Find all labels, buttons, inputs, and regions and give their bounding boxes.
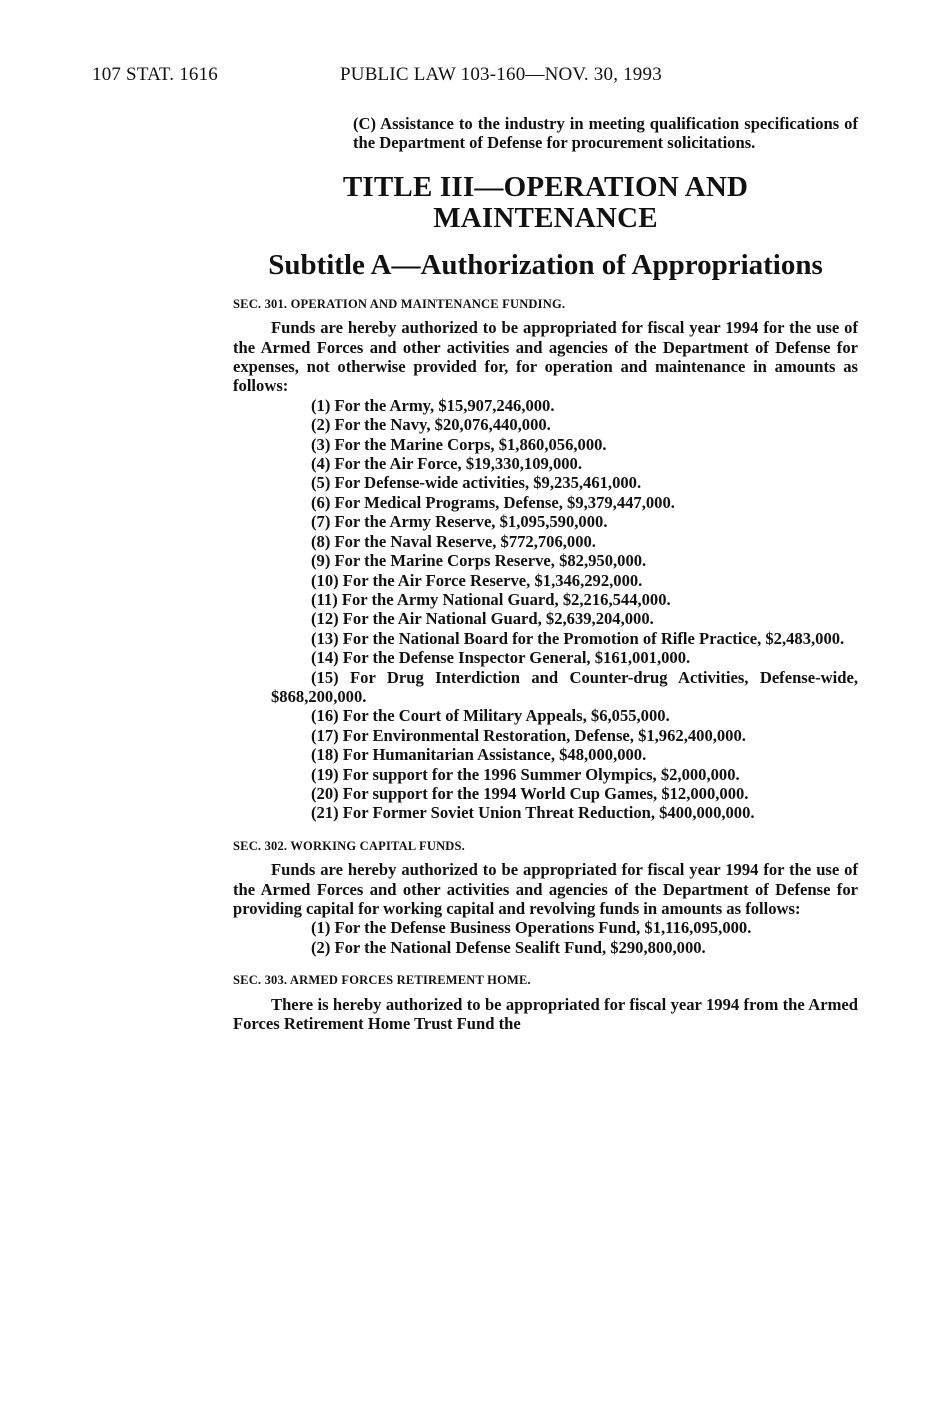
- list-item: (11) For the Army National Guard, $2,216,544,000.: [311, 589, 671, 609]
- list-item: (4) For the Air Force, $19,330,109,000.: [311, 454, 582, 474]
- sec-301-heading: SEC. 301. OPERATION AND MAINTENANCE FUNDING.: [233, 296, 566, 311]
- list-item: (5) For Defense-wide activities, $9,235,461,000.: [311, 473, 642, 493]
- list-item: (16) For the Court of Military Appeals, $6,055,000.: [311, 706, 670, 726]
- sec-303-heading: SEC. 303. ARMED FORCES RETIREMENT HOME.: [233, 973, 531, 988]
- list-item: (21) For Former Soviet Union Threat Reduction, $400,000,000.: [311, 803, 755, 823]
- list-item: (10) For the Air Force Reserve, $1,346,292,000.: [311, 570, 643, 590]
- list-item: (13) For the National Board for the Promotion of Rifle Practice, $2,483,000.: [311, 628, 845, 648]
- list-item: (9) For the Marine Corps Reserve, $82,950,000.: [311, 551, 647, 571]
- list-item: (17) For Environmental Restoration, Defense, $1,962,400,000.: [311, 725, 746, 745]
- list-item: (2) For the Navy, $20,076,440,000.: [311, 415, 551, 435]
- sec-302-intro: Funds are hereby authorized to be appropriated for fiscal year 1994 for the use of the Armed Forces and other activities and agencies of the Department of Defense for providing capital for working capital and revolving funds in amounts as follows:: [233, 860, 858, 918]
- list-item: (6) For Medical Programs, Defense, $9,379,447,000.: [311, 492, 675, 512]
- list-item: (20) For support for the 1994 World Cup Games, $12,000,000.: [311, 783, 749, 803]
- sec-303-intro: There is hereby authorized to be appropriated for fiscal year 1994 from the Armed Forces Retirement Home Trust Fund the: [233, 994, 858, 1034]
- list-item: (14) For the Defense Inspector General, $161,001,000.: [311, 648, 691, 668]
- list-item: (8) For the Naval Reserve, $772,706,000.: [311, 531, 596, 551]
- statute-page-number: 107 STAT. 1616: [92, 64, 219, 85]
- list-item: (3) For the Marine Corps, $1,860,056,000.: [311, 434, 607, 454]
- sec-301-intro: Funds are hereby authorized to be appropriated for fiscal year 1994 for the use of the Armed Forces and other activities and agencies of the Department of Defense for expenses, not otherwise provided for, for operation and maintenance in amounts as follows:: [233, 318, 858, 396]
- list-item: (7) For the Army Reserve, $1,095,590,000.: [311, 512, 608, 532]
- public-law-header: PUBLIC LAW 103-160—NOV. 30, 1993: [340, 64, 662, 85]
- list-item: (1) For the Defense Business Operations Fund, $1,116,095,000.: [311, 918, 752, 938]
- list-item: (18) For Humanitarian Assistance, $48,000,000.: [311, 745, 647, 765]
- list-item: (12) For the Air National Guard, $2,639,204,000.: [311, 609, 654, 629]
- list-item: (1) For the Army, $15,907,246,000.: [311, 395, 555, 415]
- body-column: [233, 114, 858, 1033]
- list-item: (19) For support for the 1996 Summer Olympics, $2,000,000.: [311, 764, 740, 784]
- sec-302-heading: SEC. 302. WORKING CAPITAL FUNDS.: [233, 838, 466, 853]
- sec-301-items: [233, 396, 858, 823]
- title-heading: TITLE III—OPERATION AND MAINTENANCE: [342, 170, 749, 234]
- sec-302-items: [233, 918, 858, 957]
- list-item: (2) For the National Defense Sealift Fund, $290,800,000.: [311, 937, 706, 957]
- list-item: (15) For Drug Interdiction and Counter-drug Activities, Defense-wide, $868,200,000.: [271, 667, 858, 706]
- subtitle-heading: Subtitle A—Authorization of Appropriations: [268, 248, 823, 281]
- paragraph-c: (C) Assistance to the industry in meeting qualification specifications of the Department of Defense for procurement solicitations.: [353, 114, 858, 153]
